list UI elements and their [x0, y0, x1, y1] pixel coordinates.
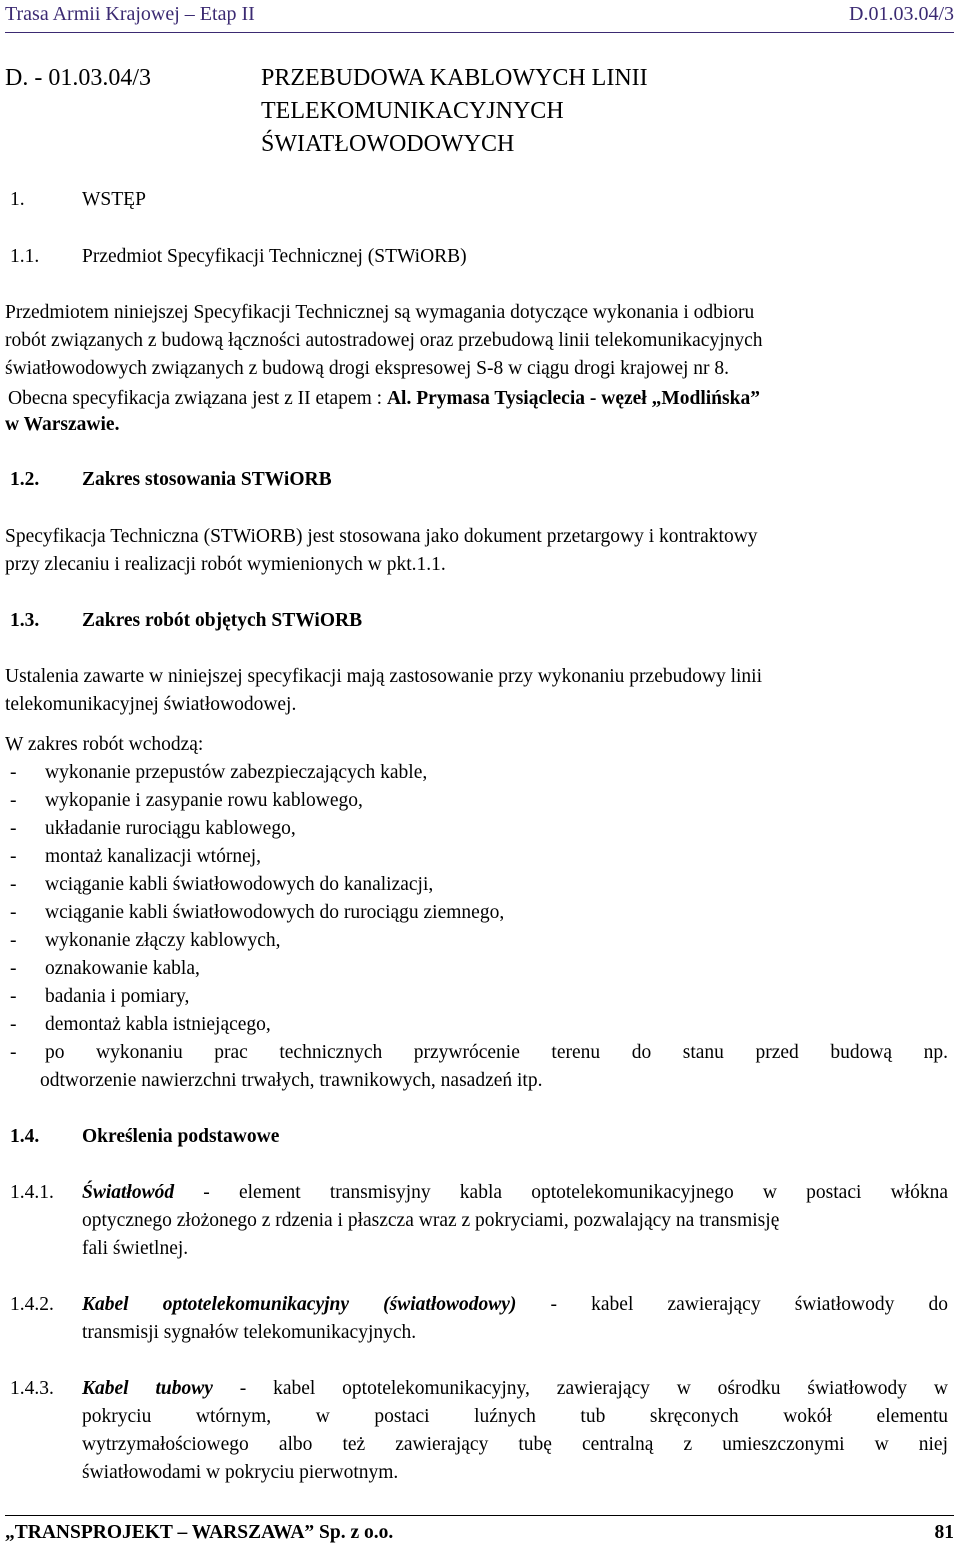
title-line-2: TELEKOMUNIKACYJNYCH: [261, 98, 564, 124]
page-number: 81: [934, 1522, 954, 1543]
definition-text: Kabel tubowy - kabel optotelekomunikacyjny, zawierający w ośrodku światłowody w: [82, 1378, 948, 1399]
definition-number: 1.4.1.: [10, 1182, 54, 1203]
definition-number: 1.4.3.: [10, 1378, 54, 1399]
location-name: Al. Prymasa Tysiąclecia - węzeł „Modlińska”: [386, 388, 760, 409]
text-line: telekomunikacyjnej światłowodowej.: [5, 694, 297, 715]
section-title: Zakres robót objętych STWiORB: [82, 610, 363, 631]
section-number: 1.1.: [10, 246, 40, 267]
text-line: przy zlecaniu i realizacji robót wymienionych w pkt.1.1.: [5, 554, 446, 575]
text-line: [8, 387, 954, 411]
header-divider: [5, 32, 954, 33]
text-line: światłowodowych związanych z budową drogi ekspresowej S-8 w ciągu drogi krajowej nr 8.: [5, 358, 730, 379]
definition-number: 1.4.2.: [10, 1294, 54, 1315]
title-line-3: ŚWIATŁOWODOWYCH: [261, 131, 515, 157]
section-number: 1.3.: [10, 610, 40, 631]
definition-text: Światłowód - element transmisyjny kabla optotelekomunikacyjnego w postaci włókna: [82, 1182, 948, 1203]
text-line: Ustalenia zawarte w niniejszej specyfikacji mają zastosowanie przy wykonaniu przebudowy linii: [5, 666, 762, 687]
section-title: Określenia podstawowe: [82, 1126, 280, 1147]
section-number: 1.2.: [10, 469, 40, 490]
text-line: w Warszawie.: [5, 414, 120, 435]
text-line: robót związanych z budową łączności autostradowej oraz przebudową linii telekomunikacyjnych: [5, 330, 763, 351]
defined-term: Kabel tubowy: [82, 1378, 213, 1399]
defined-term: Światłowód: [82, 1182, 175, 1203]
section-number: 1.: [10, 189, 25, 210]
section-number: 1.4.: [10, 1126, 40, 1147]
section-title: WSTĘP: [82, 189, 146, 210]
section-title: Przedmiot Specyfikacji Technicznej (STWiORB): [82, 246, 467, 267]
footer-company: „TRANSPROJEKT – WARSZAWA” Sp. z o.o.: [5, 1522, 394, 1543]
text-line: Przedmiotem niniejszej Specyfikacji Technicznej są wymagania dotyczące wykonania i odbioru: [5, 302, 755, 323]
list-item-continuation: odtworzenie nawierzchni trwałych, trawnikowych, nasadzeń itp.: [40, 1070, 543, 1091]
text-run: Obecna specyfikacja związana jest z II etapem :: [8, 388, 387, 409]
section-title: Zakres stosowania STWiORB: [82, 469, 332, 490]
running-header-title: Trasa Armii Krajowej – Etap II: [5, 3, 255, 25]
text-line: Specyfikacja Techniczna (STWiORB) jest stosowana jako dokument przetargowy i kontraktowy: [5, 526, 758, 547]
title-line-1: PRZEBUDOWA KABLOWYCH LINII: [261, 65, 648, 91]
running-header-code: D.01.03.04/3: [849, 3, 954, 25]
spec-code: D. - 01.03.04/3: [5, 65, 151, 91]
list-intro: W zakres robót wchodzą:: [5, 734, 204, 755]
footer-divider: [5, 1515, 954, 1516]
definition-text: Kabel optotelekomunikacyjny (światłowodowy) - kabel zawierający światłowody do: [82, 1294, 948, 1315]
defined-term: Kabel optotelekomunikacyjny (światłowodowy): [82, 1294, 517, 1315]
